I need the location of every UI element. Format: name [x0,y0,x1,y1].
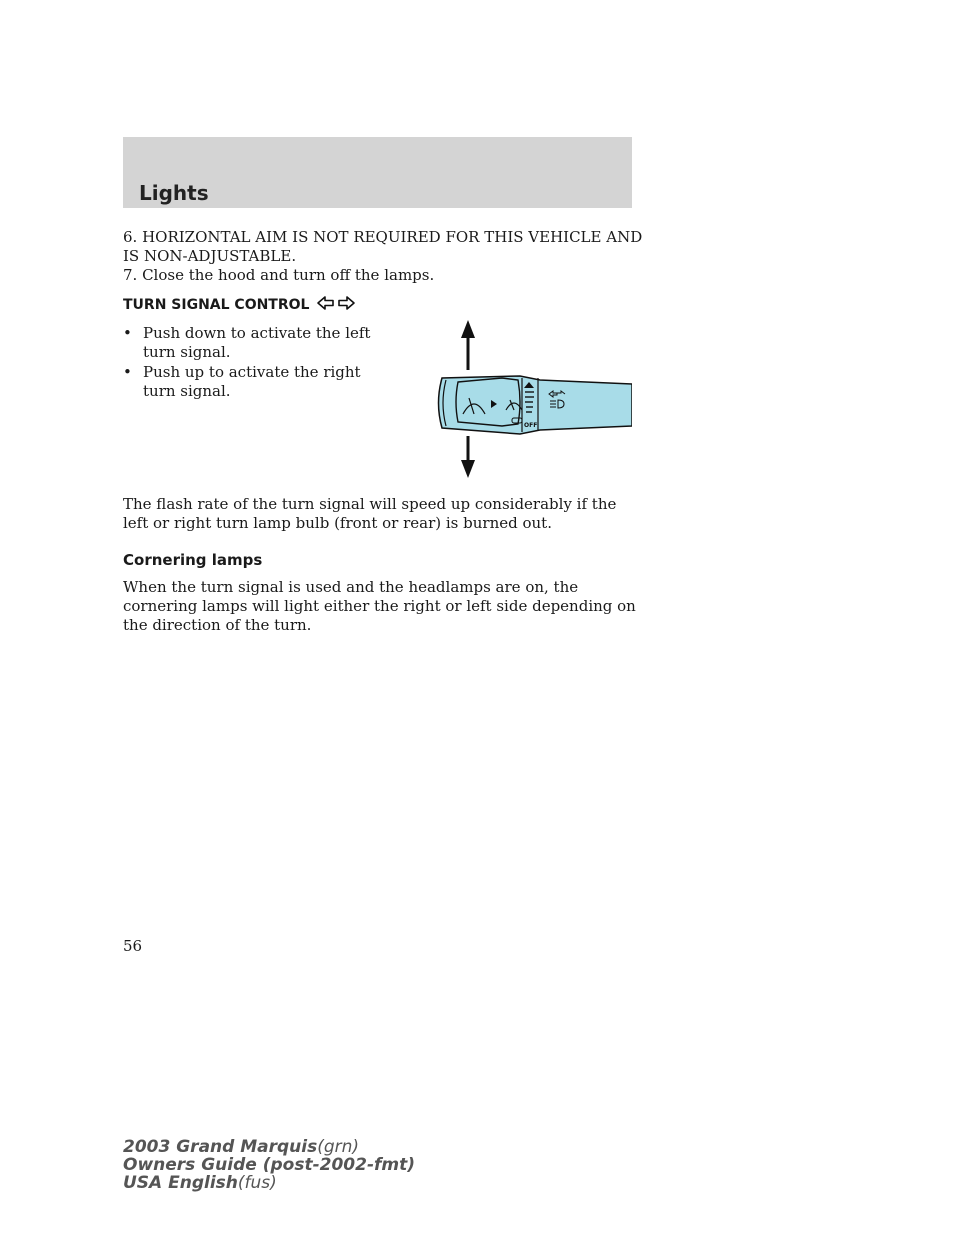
bullet-dot: • [123,363,132,381]
bullet-text: Push up to activate the right turn signal. [143,363,361,400]
document-footer [123,1138,415,1192]
bullet-dot: • [123,324,132,342]
turn-signal-heading [123,295,356,315]
turn-signal-heading-text: TURN SIGNAL CONTROL [123,297,310,313]
list-item [123,324,393,362]
arrow-up-icon [461,320,475,370]
list-item [123,363,393,401]
cornering-lamps-text: When the turn signal is used and the headlamps are on, the cornering lamps will light either the right or left side depending on the direction of the turn. [123,578,636,634]
footer-language-tag: (fus) [237,1173,277,1193]
turn-signal-arrows-icon [316,295,356,311]
footer-model-tag: (grn) [317,1137,360,1157]
page-number: 56 [123,937,143,955]
section-title: Lights [139,181,209,205]
step-7-text: 7. Close the hood and turn off the lamps. [123,266,435,284]
stalk-off-label: OFF [524,422,538,429]
footer-model: 2003 Grand Marquis [123,1137,318,1157]
arrow-down-icon [461,436,475,478]
turn-signal-stalk-diagram [430,318,632,478]
cornering-lamps-heading: Cornering lamps [123,551,263,569]
footer-guide: Owners Guide (post-2002-fmt) [123,1155,416,1175]
flash-rate-text: The flash rate of the turn signal will speed up considerably if the left or right turn lamp bulb (front or rear) is burned out. [123,495,617,532]
footer-language: USA English [123,1173,238,1193]
bullet-text: Push down to activate the left turn signal. [143,324,371,361]
step-6-text: 6. HORIZONTAL AIM IS NOT REQUIRED FOR THIS VEHICLE AND IS NON-ADJUSTABLE. [123,228,643,265]
section-header [123,137,632,208]
